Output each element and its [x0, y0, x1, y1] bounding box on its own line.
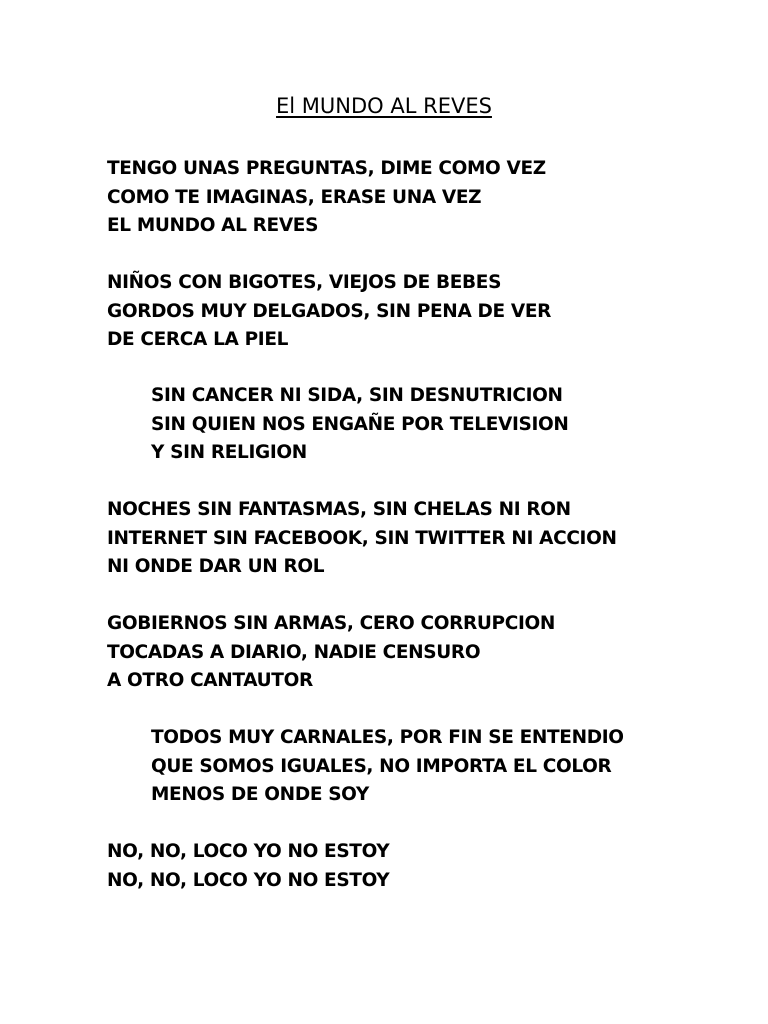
lyric-line: GOBIERNOS SIN ARMAS, CERO CORRUPCION	[107, 613, 556, 634]
lyric-line: NI ONDE DAR UN ROL	[107, 556, 325, 577]
document-title: El MUNDO AL REVES	[276, 94, 492, 118]
lyric-line: NO, NO, LOCO YO NO ESTOY	[107, 841, 390, 862]
lyric-line: INTERNET SIN FACEBOOK, SIN TWITTER NI ACCION	[107, 527, 617, 549]
lyric-line: COMO TE IMAGINAS, ERASE UNA VEZ	[107, 186, 482, 208]
lyric-line: A OTRO CANTAUTOR	[107, 670, 313, 691]
stanza-3	[151, 382, 569, 468]
lyric-line: NO, NO, LOCO YO NO ESTOY	[107, 869, 390, 891]
lyric-line: GORDOS MUY DELGADOS, SIN PENA DE VER	[107, 300, 552, 322]
stanza-6	[151, 724, 624, 810]
lyric-line: MENOS DE ONDE SOY	[151, 784, 369, 805]
lyric-line: SIN QUIEN NOS ENGAÑE POR TELEVISION	[151, 413, 569, 435]
lyric-line: SIN CANCER NI SIDA, SIN DESNUTRICION	[151, 385, 563, 406]
lyric-line: NIÑOS CON BIGOTES, VIEJOS DE BEBES	[107, 272, 502, 293]
stanza-5	[107, 610, 555, 696]
lyric-line: EL MUNDO AL REVES	[107, 215, 319, 236]
lyric-line: NOCHES SIN FANTASMAS, SIN CHELAS NI RON	[107, 499, 571, 520]
lyric-line: DE CERCA LA PIEL	[107, 329, 289, 350]
stanza-1	[107, 155, 546, 241]
stanza-2	[107, 269, 551, 355]
lyric-line: QUE SOMOS IGUALES, NO IMPORTA EL COLOR	[151, 755, 612, 777]
stanza-4	[107, 496, 617, 582]
stanza-7	[107, 838, 389, 895]
lyric-line: Y SIN RELIGION	[151, 442, 307, 463]
lyric-line: TODOS MUY CARNALES, POR FIN SE ENTENDIO	[151, 727, 624, 748]
lyric-line: TENGO UNAS PREGUNTAS, DIME COMO VEZ	[107, 158, 546, 179]
lyric-line: TOCADAS A DIARIO, NADIE CENSURO	[107, 641, 481, 663]
